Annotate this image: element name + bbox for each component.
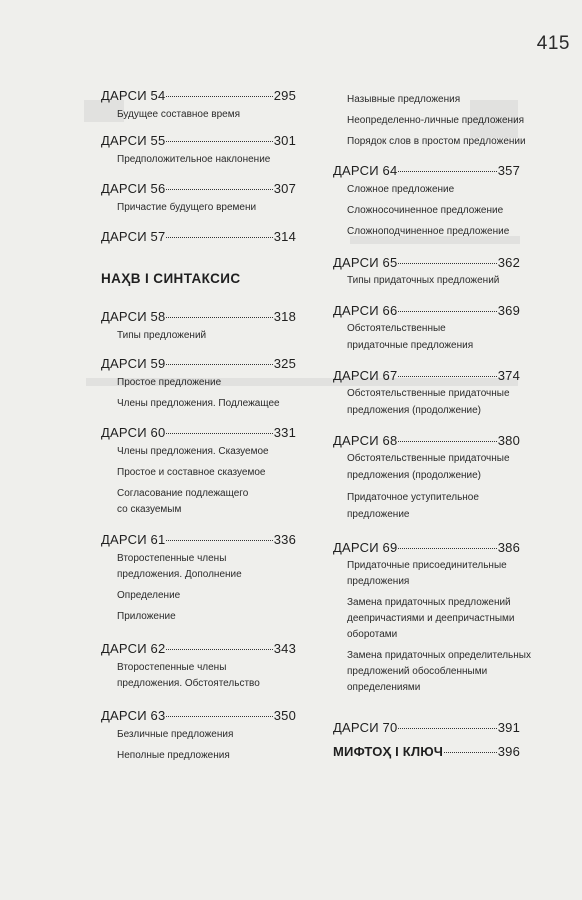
toc-lesson-line[interactable]: [333, 255, 520, 270]
toc-topic: Порядок слов в простом предложении: [347, 136, 526, 147]
toc-topic: Предположительное наклонение: [117, 154, 271, 165]
lesson-label: ДАРСИ 63: [101, 708, 166, 723]
lesson-label: ДАРСИ 62: [101, 641, 166, 656]
page-ref: 396: [497, 744, 520, 759]
toc-topic: Неполные предложения: [117, 750, 230, 761]
toc-entry[interactable]: [333, 433, 520, 522]
page-ref: 391: [497, 720, 520, 735]
dot-leader: [166, 649, 272, 650]
toc-topic: определениями: [347, 682, 421, 693]
dot-leader: [166, 141, 272, 142]
toc-entry[interactable]: [101, 356, 296, 411]
dot-leader: [398, 548, 496, 549]
dot-leader: [166, 716, 272, 717]
lesson-label: ДАРСИ 58: [101, 309, 166, 324]
toc-lesson-line[interactable]: [101, 532, 296, 547]
dot-leader: [398, 263, 496, 264]
toc-topic: Придаточное уступительное: [347, 492, 479, 503]
toc-entry[interactable]: [101, 309, 296, 343]
toc-topic: предложения. Дополнение: [117, 569, 242, 580]
toc-lesson-line[interactable]: [101, 88, 296, 103]
page-ref: 357: [497, 163, 520, 178]
toc-topic: придаточные предложения: [347, 340, 474, 351]
toc-entry[interactable]: [101, 229, 296, 244]
page-ref: 336: [273, 532, 296, 547]
toc-topic: Члены предложения. Подлежащее: [117, 398, 280, 409]
toc-entry[interactable]: [101, 425, 296, 517]
toc-topic: Придаточные присоединительные: [347, 560, 507, 571]
lesson-label: ДАРСИ 61: [101, 532, 166, 547]
page-ref: 350: [273, 708, 296, 723]
toc-entry[interactable]: [333, 255, 520, 288]
toc-topic: Безличные предложения: [117, 729, 234, 740]
toc-lesson-line[interactable]: [101, 181, 296, 196]
dot-leader: [398, 441, 496, 442]
toc-topic: Сложное предложение: [347, 184, 455, 195]
toc-entry[interactable]: [333, 540, 531, 695]
toc-topic: предложения (продолжение): [347, 470, 482, 481]
lesson-label: ДАРСИ 68: [333, 433, 398, 448]
page-ref: 314: [273, 229, 296, 244]
page-ref: 343: [273, 641, 296, 656]
toc-topic: Члены предложения. Сказуемое: [117, 446, 269, 457]
toc-topic: Сложносочиненное предложение: [347, 205, 504, 216]
section-heading: НАҲВ I СИНТАКСИС: [101, 271, 241, 286]
toc-topic: предложения: [347, 576, 410, 587]
dot-leader: [166, 317, 272, 318]
toc-entry[interactable]: [333, 368, 520, 418]
toc-topic: Обстоятельственные придаточные: [347, 388, 510, 399]
dot-leader: [398, 376, 496, 377]
toc-topic: Обстоятельственные: [347, 323, 446, 334]
lesson-label: ДАРСИ 57: [101, 229, 166, 244]
toc-lesson-line[interactable]: [333, 744, 520, 759]
toc-lesson-line[interactable]: [333, 368, 520, 383]
page-ref: 362: [497, 255, 520, 270]
page-ref: 380: [497, 433, 520, 448]
toc-lesson-line[interactable]: [333, 163, 520, 178]
toc-lesson-line[interactable]: [101, 708, 296, 723]
toc-continued-topics: [333, 93, 526, 149]
dot-leader: [398, 171, 496, 172]
page-ref: 331: [273, 425, 296, 440]
dot-leader: [166, 364, 272, 365]
dot-leader: [166, 540, 272, 541]
toc-entry[interactable]: [101, 641, 296, 691]
lesson-label: ДАРСИ 70: [333, 720, 398, 735]
toc-lesson-line[interactable]: [101, 356, 296, 371]
toc-topic: со сказуемым: [117, 504, 182, 515]
toc-topic: предложений обособленными: [347, 666, 488, 677]
page-number: 415: [536, 33, 570, 54]
toc-lesson-line[interactable]: [101, 425, 296, 440]
lesson-label: ДАРСИ 60: [101, 425, 166, 440]
toc-topic: Определение: [117, 590, 181, 601]
lesson-label: ДАРСИ 67: [333, 368, 398, 383]
dot-leader: [166, 96, 272, 97]
toc-entry[interactable]: [101, 88, 296, 122]
toc-topic: Простое предложение: [117, 377, 222, 388]
toc-lesson-line[interactable]: [333, 540, 520, 555]
toc-lesson-line[interactable]: [101, 309, 296, 324]
toc-topic: Второстепенные члены: [117, 662, 227, 673]
toc-entry[interactable]: [101, 708, 296, 763]
page-ref: 318: [273, 309, 296, 324]
page-ref: 307: [273, 181, 296, 196]
dot-leader: [398, 728, 496, 729]
page-ref: 325: [273, 356, 296, 371]
dot-leader: [166, 433, 272, 434]
page-ref: 374: [497, 368, 520, 383]
toc-entry[interactable]: [101, 181, 296, 215]
toc-entry[interactable]: [333, 163, 520, 239]
page-ref: 369: [497, 303, 520, 318]
toc-topic: Назывные предложения: [347, 94, 461, 105]
toc-topic: Приложение: [117, 611, 176, 622]
toc-topic: Второстепенные члены: [117, 553, 227, 564]
lesson-label: ДАРСИ 64: [333, 163, 398, 178]
lesson-label: ДАРСИ 54: [101, 88, 166, 103]
dot-leader: [166, 189, 272, 190]
lesson-label: ДАРСИ 56: [101, 181, 166, 196]
toc-topic: Замена придаточных определительных: [347, 650, 531, 661]
toc-lesson-line[interactable]: [333, 720, 520, 735]
toc-topic: Сложноподчиненное предложение: [347, 226, 510, 237]
key-heading: МИФТОҲ I КЛЮЧ: [333, 744, 444, 759]
dot-leader: [166, 237, 272, 238]
lesson-label: ДАРСИ 66: [333, 303, 398, 318]
toc-topic: деепричастиями и деепричастными: [347, 613, 515, 624]
lesson-label: ДАРСИ 55: [101, 133, 166, 148]
toc-lesson-line[interactable]: [101, 133, 296, 148]
toc-entry[interactable]: [333, 744, 520, 759]
lesson-label: ДАРСИ 69: [333, 540, 398, 555]
toc-topic: Замена придаточных предложений: [347, 597, 511, 608]
toc-topic: Типы предложений: [117, 330, 207, 341]
lesson-label: ДАРСИ 59: [101, 356, 166, 371]
toc-topic: Простое и составное сказуемое: [117, 467, 266, 478]
toc-topic: Причастие будущего времени: [117, 202, 257, 213]
toc-topic: предложения. Обстоятельство: [117, 678, 260, 689]
toc-entry[interactable]: [333, 303, 520, 353]
toc-topic: Типы придаточных предложений: [347, 275, 500, 286]
page-ref: 295: [273, 88, 296, 103]
toc-entry[interactable]: [101, 532, 296, 624]
toc-lesson-line[interactable]: [333, 433, 520, 448]
toc-entry[interactable]: [333, 720, 520, 735]
dot-leader: [398, 311, 496, 312]
toc-entry[interactable]: [101, 133, 296, 167]
toc-lesson-line[interactable]: [101, 641, 296, 656]
toc-topic: Согласование подлежащего: [117, 488, 249, 499]
toc-topic: предложения (продолжение): [347, 405, 482, 416]
toc-topic: Обстоятельственные придаточные: [347, 453, 510, 464]
page-ref: 386: [497, 540, 520, 555]
toc-lesson-line[interactable]: [333, 303, 520, 318]
dot-leader: [444, 752, 497, 753]
toc-topic: оборотами: [347, 629, 398, 640]
page-ref: 301: [273, 133, 296, 148]
toc-topic: Будущее составное время: [117, 109, 241, 120]
toc-lesson-line[interactable]: [101, 229, 296, 244]
lesson-label: ДАРСИ 65: [333, 255, 398, 270]
toc-topic: Неопределенно-личные предложения: [347, 115, 525, 126]
toc-topic: предложение: [347, 509, 410, 520]
